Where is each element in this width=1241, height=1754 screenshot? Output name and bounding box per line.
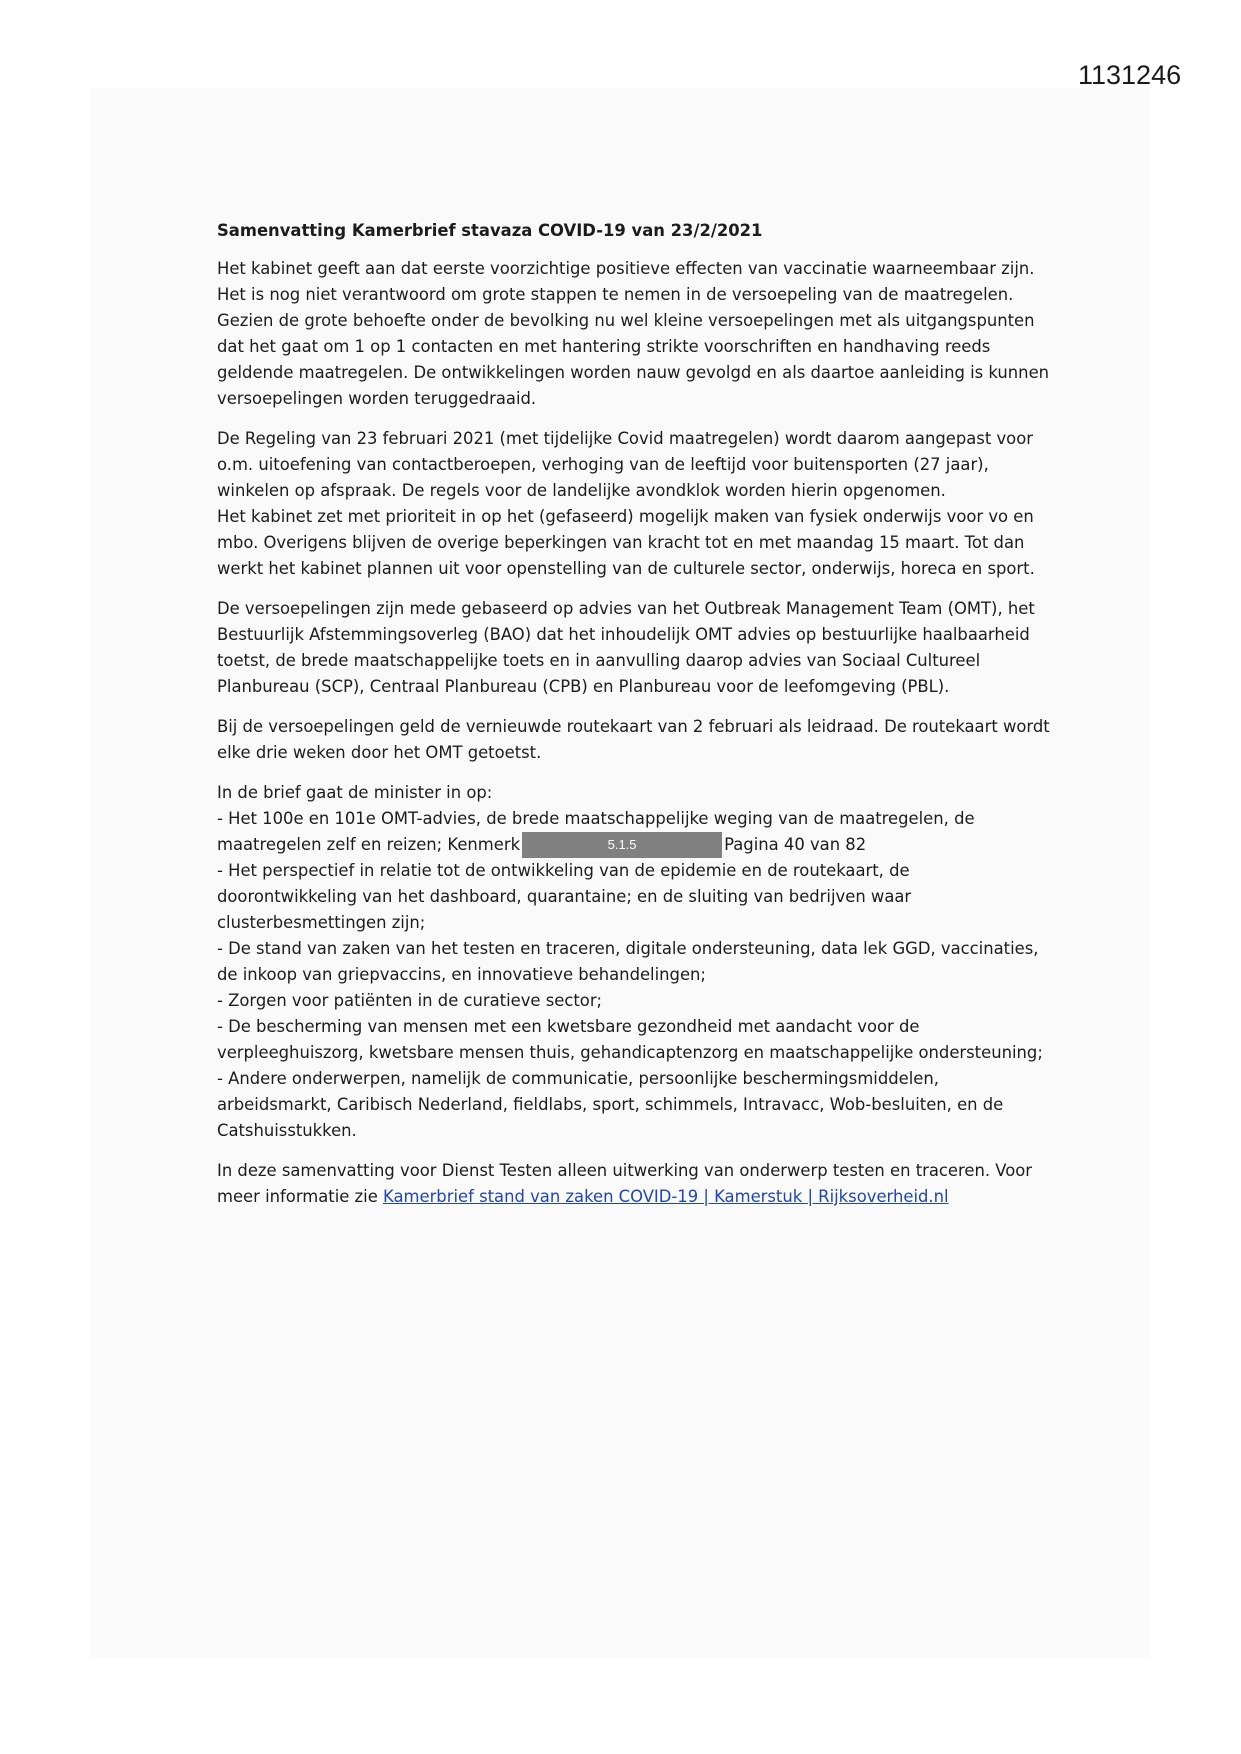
text-line: Bestuurlijk Afstemmingsoverleg (BAO) dat het inhoudelijk OMT advies op bestuurlijke haalbaarheid: [217, 625, 1030, 644]
text-line: - Het 100e en 101e OMT-advies, de brede maatschappelijke weging van de maatregelen, de: [217, 809, 975, 828]
document-title: Samenvatting Kamerbrief stavaza COVID-19 van 23/2/2021: [217, 221, 763, 240]
text-line: dat het gaat om 1 op 1 contacten en met hantering strikte voorschriften en handhaving reeds: [217, 337, 991, 356]
text-line: [217, 1184, 1057, 1210]
text-line: De Regeling van 23 februari 2021 (met tijdelijke Covid maatregelen) wordt daarom aangepast voor: [217, 429, 1033, 448]
redaction-box: 5.1.5: [522, 832, 722, 858]
text-line: arbeidsmarkt, Caribisch Nederland, fieldlabs, sport, schimmels, Intravacc, Wob-besluiten, en de: [217, 1095, 1004, 1114]
text-line: versoepelingen worden teruggedraaid.: [217, 389, 537, 408]
rijksoverheid-link[interactable]: Kamerbrief stand van zaken COVID-19 | Kamerstuk | Rijksoverheid.nl: [383, 1187, 949, 1206]
paragraph-brief-topics: [217, 780, 1057, 1144]
text-line: - De stand van zaken van het testen en traceren, digitale ondersteuning, data lek GGD, vaccinaties,: [217, 939, 1039, 958]
text-line: de inkoop van griepvaccins, en innovatieve behandelingen;: [217, 965, 706, 984]
paragraph-vaccination-effects: [217, 256, 1057, 412]
text-line: In de brief gaat de minister in op:: [217, 783, 493, 802]
paragraph-summary-scope: [217, 1158, 1057, 1210]
page-indicator: Pagina 40 van 82: [724, 835, 867, 854]
text-line: De versoepelingen zijn mede gebaseerd op advies van het Outbreak Management Team (OMT), het: [217, 599, 1035, 618]
text-line: Bij de versoepelingen geld de vernieuwde routekaart van 2 februari als leidraad. De routekaart wordt: [217, 717, 1050, 736]
kenmerk-label: maatregelen zelf en reizen; Kenmerk: [217, 835, 521, 854]
text-line: Gezien de grote behoefte onder de bevolking nu wel kleine versoepelingen met als uitgangspunten: [217, 311, 1035, 330]
text-line: In deze samenvatting voor Dienst Testen alleen uitwerking van onderwerp testen en traceren. Voor: [217, 1161, 1033, 1180]
text-line: Het kabinet geeft aan dat eerste voorzichtige positieve effecten van vaccinatie waarneembaar zijn.: [217, 259, 1035, 278]
document-number: 1131246: [1078, 60, 1182, 90]
text-line: verpleeghuiszorg, kwetsbare mensen thuis, gehandicaptenzorg en maatschappelijke ondersteuning;: [217, 1043, 1043, 1062]
text-line: mbo. Overigens blijven de overige beperkingen van kracht tot en met maandag 15 maart. Tot dan: [217, 533, 1025, 552]
text-line: o.m. uitoefening van contactberoepen, verhoging van de leeftijd voor buitensporten (27 jaar),: [217, 455, 989, 474]
link-prefix: meer informatie zie: [217, 1187, 384, 1206]
text-line: elke drie weken door het OMT getoetst.: [217, 743, 542, 762]
text-line: winkelen op afspraak. De regels voor de landelijke avondklok worden hierin opgenomen.: [217, 481, 946, 500]
kenmerk-line: [217, 832, 1057, 858]
text-line: Catshuisstukken.: [217, 1121, 357, 1140]
paragraph-regeling: [217, 426, 1057, 582]
document-body: [217, 218, 1057, 1224]
text-line: clusterbesmettingen zijn;: [217, 913, 426, 932]
text-line: - Het perspectief in relatie tot de ontwikkeling van de epidemie en de routekaart, de: [217, 861, 910, 880]
text-line: doorontwikkeling van het dashboard, quarantaine; en de sluiting van bedrijven waar: [217, 887, 912, 906]
text-line: Het is nog niet verantwoord om grote stappen te nemen in de versoepeling van de maatregelen.: [217, 285, 1014, 304]
text-line: - De bescherming van mensen met een kwetsbare gezondheid met aandacht voor de: [217, 1017, 920, 1036]
text-line: toetst, de brede maatschappelijke toets en in aanvulling daarop advies van Sociaal Cultureel: [217, 651, 981, 670]
paragraph-advice-basis: [217, 596, 1057, 700]
text-line: Planbureau (SCP), Centraal Planbureau (CPB) en Planbureau voor de leefomgeving (PBL).: [217, 677, 950, 696]
paragraph-routekaart: [217, 714, 1057, 766]
text-line: Het kabinet zet met prioriteit in op het (gefaseerd) mogelijk maken van fysiek onderwijs voor vo en: [217, 507, 1034, 526]
text-line: - Zorgen voor patiënten in de curatieve sector;: [217, 991, 603, 1010]
text-line: - Andere onderwerpen, namelijk de communicatie, persoonlijke beschermingsmiddelen,: [217, 1069, 939, 1088]
text-line: werkt het kabinet plannen uit voor openstelling van de culturele sector, onderwijs, horeca en sport.: [217, 559, 1035, 578]
text-line: geldende maatregelen. De ontwikkelingen worden nauw gevolgd en als daartoe aanleiding is kunnen: [217, 363, 1050, 382]
